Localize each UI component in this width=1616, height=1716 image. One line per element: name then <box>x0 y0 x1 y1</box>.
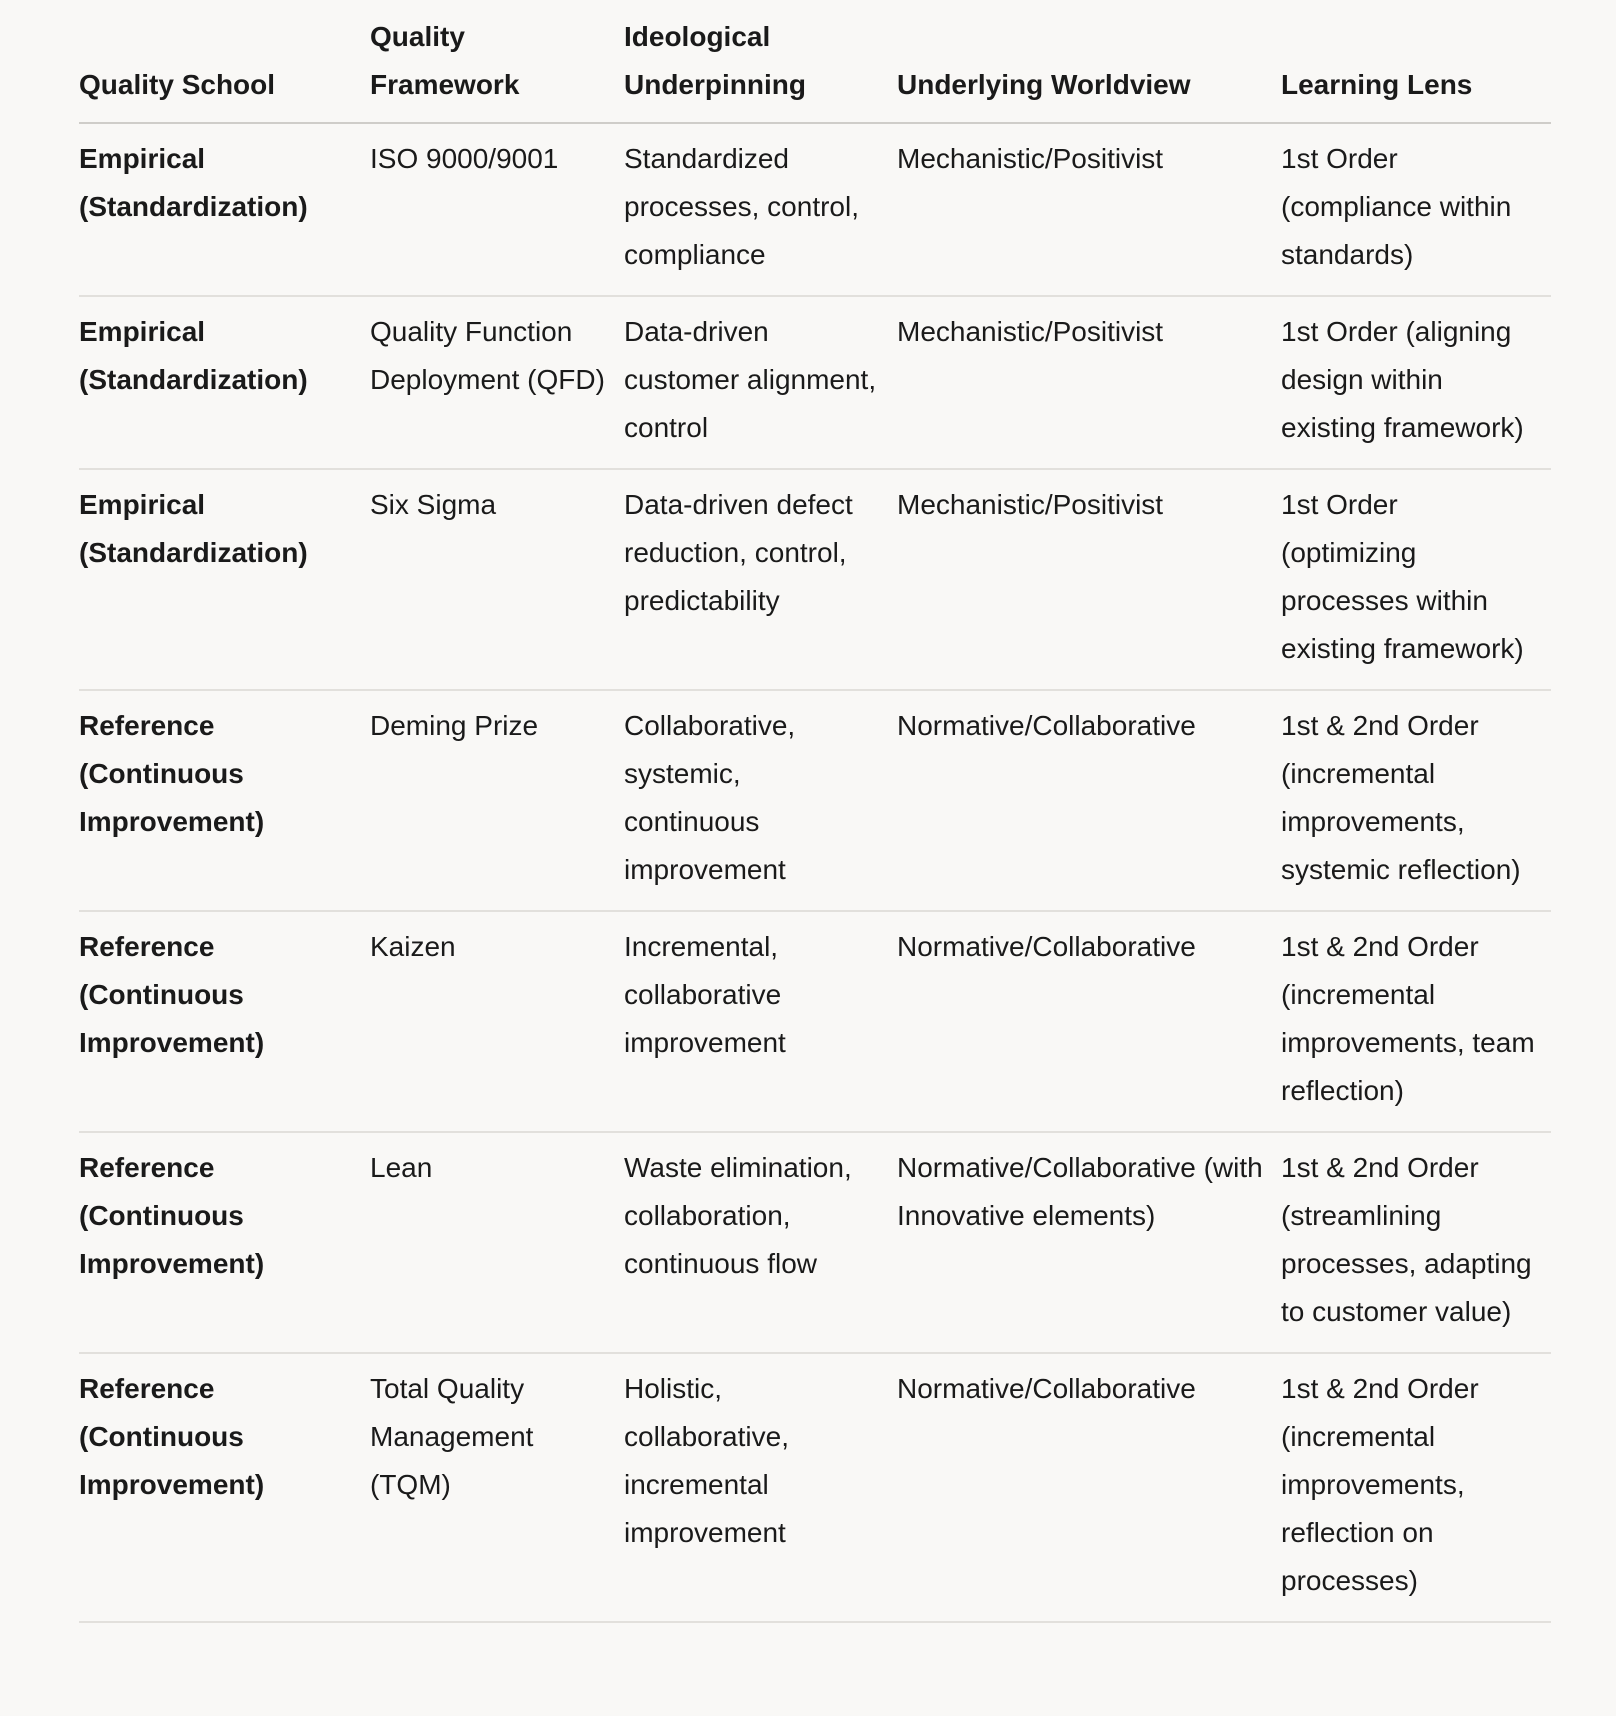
cell-text: Mechanistic/Positivist <box>897 143 1164 174</box>
cell-text: ISO 9000/9001 <box>370 143 559 174</box>
table-row <box>79 911 1551 1132</box>
table-row <box>79 690 1551 911</box>
cell-text: Quality Function Deployment (QFD) <box>370 316 605 395</box>
quality-schools-table-container <box>79 0 1551 1623</box>
cell-text: 1st & 2nd Order (streamlining processes, adapting to customer value) <box>1281 1152 1532 1327</box>
cell-learning-lens <box>1281 1132 1551 1353</box>
cell-text: Incremental, collaborative improvement <box>624 931 786 1058</box>
cell-learning-lens <box>1281 690 1551 911</box>
table-row <box>79 123 1551 296</box>
header-ideological-underpinning-label: Ideological Underpinning <box>624 21 806 100</box>
cell-text: 1st & 2nd Order (incremental improvements, team reflection) <box>1281 931 1535 1106</box>
cell-ideological-underpinning <box>624 1132 897 1353</box>
cell-underlying-worldview <box>897 1132 1281 1353</box>
cell-underlying-worldview <box>897 1353 1281 1622</box>
table-row <box>79 1353 1551 1622</box>
cell-text: Mechanistic/Positivist <box>897 489 1164 520</box>
cell-ideological-underpinning <box>624 123 897 296</box>
cell-text: 1st & 2nd Order (incremental improvements, reflection on processes) <box>1281 1373 1479 1596</box>
header-quality-school-label: Quality School <box>79 69 276 100</box>
cell-text: 1st & 2nd Order (incremental improvements, systemic reflection) <box>1281 710 1521 885</box>
cell-ideological-underpinning <box>624 911 897 1132</box>
header-quality-school <box>79 0 370 123</box>
header-row <box>79 0 1551 123</box>
header-ideological-underpinning <box>624 0 897 123</box>
header-learning-lens <box>1281 0 1551 123</box>
cell-text: 1st Order (compliance within standards) <box>1281 143 1512 270</box>
cell-text: Data-driven customer alignment, control <box>624 316 877 443</box>
cell-learning-lens <box>1281 1353 1551 1622</box>
cell-quality-school <box>79 1132 370 1353</box>
cell-underlying-worldview <box>897 123 1281 296</box>
cell-underlying-worldview <box>897 296 1281 469</box>
cell-underlying-worldview <box>897 469 1281 690</box>
cell-text: Six Sigma <box>370 489 497 520</box>
cell-text: Reference (Continuous Improvement) <box>79 1373 265 1500</box>
header-quality-framework <box>370 0 624 123</box>
cell-ideological-underpinning <box>624 1353 897 1622</box>
cell-learning-lens <box>1281 911 1551 1132</box>
cell-text: Lean <box>370 1152 433 1183</box>
header-learning-lens-label: Learning Lens <box>1281 69 1473 100</box>
cell-quality-school <box>79 296 370 469</box>
cell-ideological-underpinning <box>624 296 897 469</box>
cell-quality-framework <box>370 1132 624 1353</box>
cell-quality-framework <box>370 296 624 469</box>
cell-text: Holistic, collaborative, incremental improvement <box>624 1373 789 1548</box>
cell-text: Total Quality Management (TQM) <box>370 1373 534 1500</box>
cell-learning-lens <box>1281 296 1551 469</box>
header-underlying-worldview <box>897 0 1281 123</box>
cell-text: Reference (Continuous Improvement) <box>79 931 265 1058</box>
cell-text: Normative/Collaborative <box>897 931 1196 962</box>
cell-text: Standardized processes, control, compliance <box>624 143 859 270</box>
cell-ideological-underpinning <box>624 469 897 690</box>
cell-text: 1st Order (aligning design within existing framework) <box>1281 316 1524 443</box>
cell-underlying-worldview <box>897 690 1281 911</box>
cell-text: Deming Prize <box>370 710 539 741</box>
cell-quality-framework <box>370 469 624 690</box>
cell-quality-framework <box>370 911 624 1132</box>
cell-text: Waste elimination, collaboration, continuous flow <box>624 1152 852 1279</box>
cell-text: Empirical (Standardization) <box>79 489 308 568</box>
cell-learning-lens <box>1281 469 1551 690</box>
cell-quality-framework <box>370 690 624 911</box>
header-quality-framework-label: Quality Framework <box>370 21 520 100</box>
cell-text: Kaizen <box>370 931 456 962</box>
cell-text: 1st Order (optimizing processes within existing framework) <box>1281 489 1524 664</box>
cell-text: Collaborative, systemic, continuous improvement <box>624 710 796 885</box>
table-row <box>79 469 1551 690</box>
table-row <box>79 296 1551 469</box>
cell-text: Normative/Collaborative <box>897 1373 1196 1404</box>
table-body <box>79 123 1551 1622</box>
cell-text: Data-driven defect reduction, control, predictability <box>624 489 853 616</box>
cell-quality-school <box>79 911 370 1132</box>
header-underlying-worldview-label: Underlying Worldview <box>897 69 1191 100</box>
cell-quality-school <box>79 469 370 690</box>
cell-quality-school <box>79 123 370 296</box>
cell-text: Reference (Continuous Improvement) <box>79 710 265 837</box>
cell-quality-school <box>79 690 370 911</box>
cell-text: Normative/Collaborative (with Innovative elements) <box>897 1152 1263 1231</box>
cell-text: Mechanistic/Positivist <box>897 316 1164 347</box>
cell-quality-framework <box>370 123 624 296</box>
cell-quality-framework <box>370 1353 624 1622</box>
quality-schools-table <box>79 0 1551 1623</box>
table-header <box>79 0 1551 123</box>
table-row <box>79 1132 1551 1353</box>
cell-text: Empirical (Standardization) <box>79 316 308 395</box>
cell-text: Normative/Collaborative <box>897 710 1196 741</box>
cell-ideological-underpinning <box>624 690 897 911</box>
cell-quality-school <box>79 1353 370 1622</box>
cell-text: Empirical (Standardization) <box>79 143 308 222</box>
cell-underlying-worldview <box>897 911 1281 1132</box>
cell-learning-lens <box>1281 123 1551 296</box>
cell-text: Reference (Continuous Improvement) <box>79 1152 265 1279</box>
